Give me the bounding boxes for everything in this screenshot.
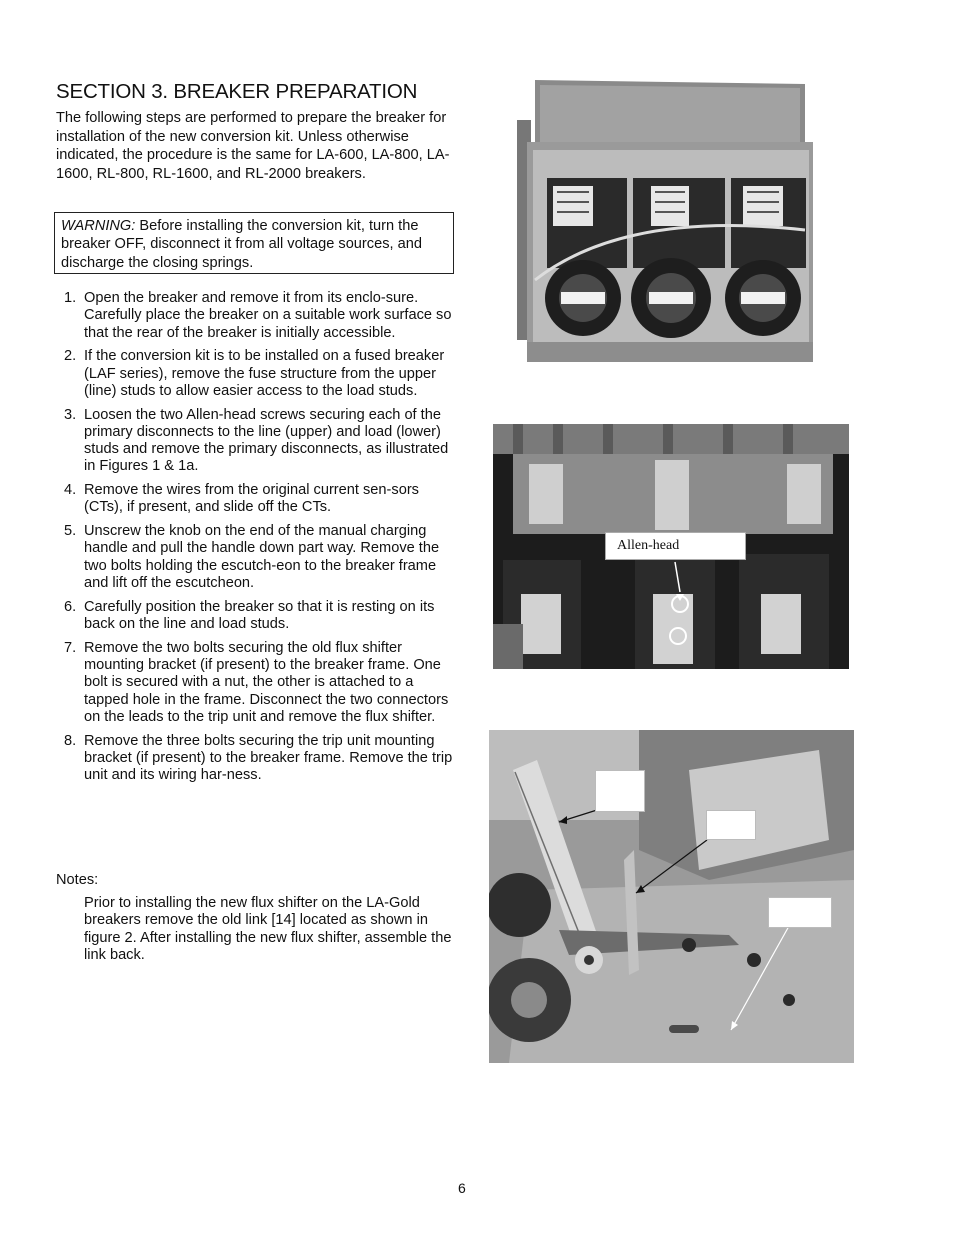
- callout-box: [595, 770, 645, 812]
- step-text: Open the breaker and remove it from its enclo-sure. Carefully place the breaker on a suitable work surface so that the rear of the breaker is initially accessible.: [84, 290, 452, 341]
- callout-box: [768, 897, 832, 928]
- step-number: 7.: [64, 639, 77, 656]
- section-intro: The following steps are performed to prepare the breaker for installation of the new conversion kit. Unless otherwise indicated, the procedure is the same for LA-600, LA-800, LA-1600, RL-800, RL-1600, and RL-2000 breakers.: [56, 110, 450, 182]
- notes-label: Notes:: [56, 872, 99, 888]
- step-item: [56, 733, 456, 785]
- step-text: Loosen the two Allen-head screws securing each of the primary disconnects to the line (upper) and load (lower) studs and remove the primary disconnects, as illustrated in Figures 1 & 1a.: [84, 406, 449, 475]
- step-number: 1.: [64, 290, 77, 306]
- page-number: 6: [458, 1180, 466, 1196]
- step-text: Carefully position the breaker so that it is resting on its back on the line and load studs.: [84, 598, 435, 632]
- warning-label: WARNING:: [61, 218, 136, 234]
- callout-box: [706, 810, 756, 840]
- step-item: [56, 599, 456, 634]
- step-item: [56, 482, 456, 517]
- step-number: 2.: [64, 348, 77, 365]
- step-number: 8.: [64, 732, 77, 749]
- step-item: [56, 290, 456, 342]
- step-text: Remove the wires from the original current sen-sors (CTs), if present, and slide off the CTs.: [84, 482, 419, 516]
- warning-box: [54, 212, 454, 274]
- step-item: [56, 407, 456, 476]
- step-text: If the conversion kit is to be installed on a fused breaker (LAF series), remove the fuse structure from the upper (line) studs to allow easier access to the load studs.: [84, 348, 445, 399]
- allen-head-callout: Allen-head: [605, 532, 746, 560]
- step-number: 3.: [64, 406, 77, 423]
- procedure-steps: [56, 290, 456, 791]
- step-text: Remove the two bolts securing the old flux shifter mounting bracket (if present) to the breaker frame. One bolt is secured with a nut, the other is attached to a tapped hole in the frame. Disconnect the two connectors on the leads to the trip unit and remove the flux shifter.: [84, 639, 449, 725]
- notes-text: Prior to installing the new flux shifter on the LA-Gold breakers remove the old link [14] located as shown in figure 2. After installing the new flux shifter, assemble the link back.: [84, 895, 452, 963]
- step-item: [56, 348, 456, 400]
- breaker-rear-photo: [505, 80, 830, 362]
- step-number: 6.: [64, 598, 77, 615]
- step-item: [56, 640, 456, 726]
- step-text: Remove the three bolts securing the trip unit mounting bracket (if present) to the breaker frame. Remove the trip unit and its wiring har-ness.: [84, 732, 453, 784]
- warning-text: Before installing the conversion kit, turn the breaker OFF, disconnect it from all voltage sources, and discharge the closing springs.: [61, 218, 422, 271]
- section-title: SECTION 3. BREAKER PREPARATION: [56, 80, 418, 103]
- step-item: [56, 523, 456, 592]
- step-number: 4.: [64, 482, 77, 499]
- step-text: Unscrew the knob on the end of the manual charging handle and pull the handle down part way. Remove the two bolts holding the escutch-eon to the breaker frame and lift off the escutcheon.: [84, 523, 440, 592]
- step-number: 5.: [64, 523, 77, 540]
